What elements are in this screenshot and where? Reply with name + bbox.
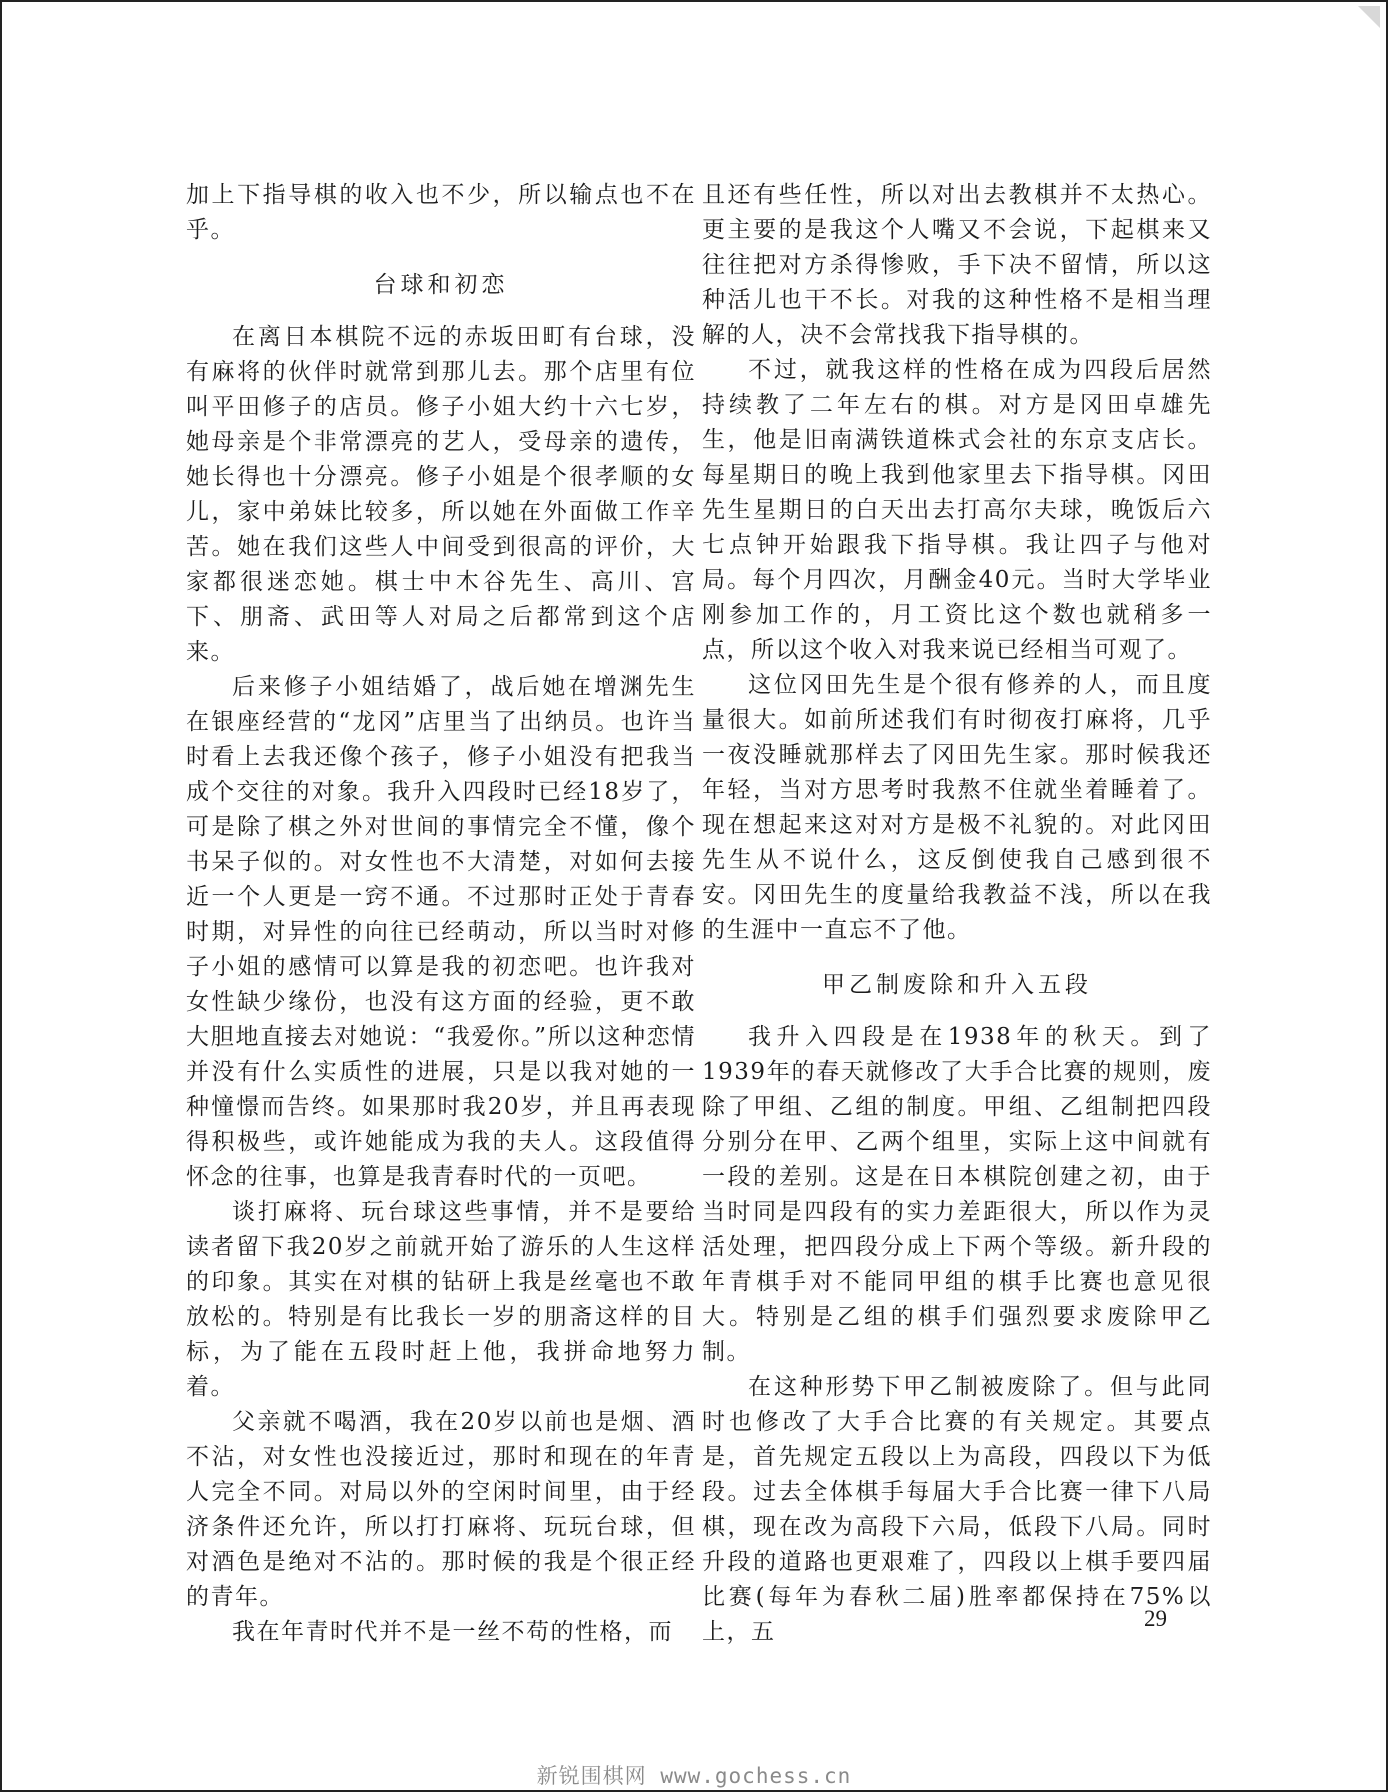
left-paragraph-5: 父亲就不喝酒，我在20岁以前也是烟、酒不沾，对女性也没接近过，那时和现在的年青人完全不同。对局以外的空闲时间里，由于经济条件还允许，所以打打麻将、玩玩台球，但对酒色是绝对不沾的。那时候的我是个很正经的青年。 — [186, 1409, 696, 1610]
right-paragraph-4: 我升入四段是在1938年的秋天。到了1939年的春天就修改了大手合比赛的规则，废除了甲组、乙组的制度。甲组、乙组制把四段分别分在甲、乙两个组里，实际上这中间就有一段的差别。这是在日本棋院创建之初，由于当时同是四段有的实力差距很大，所以作为灵活处理，把四段分成上下两个等级。新升段的年青棋手对不能同甲组的棋手比赛也意见很大。特别是乙组的棋手们强烈要求废除甲乙制。 — [702, 1024, 1212, 1365]
right-paragraph-5: 在这种形势下甲乙制被废除了。但与此同时也修改了大手合比赛的有关规定。其要点是，首先规定五段以上为高段，四段以下为低段。过去全体棋手每届大手合比赛一律下八局棋，现在改为高段下六局，低段下八局。同时升段的道路也更艰难了，四段以上棋手要四届比赛(每年为春秋二届)胜率都保持在75%以上，五 — [702, 1374, 1212, 1645]
page-corner-mark — [1358, 6, 1380, 28]
left-paragraph-1: 加上下指导棋的收入也不少，所以输点也不在乎。 — [186, 182, 696, 243]
section-heading-abolition-promotion: 甲乙制废除和升入五段 — [822, 972, 1092, 998]
page-number: 29 — [1144, 1606, 1167, 1631]
site-watermark: 新锐围棋网 www.gochess.cn — [536, 1764, 852, 1788]
right-column — [702, 178, 1212, 1650]
section-heading-billiards-first-love: 台球和初恋 — [373, 272, 509, 298]
right-paragraph-1: 且还有些任性，所以对出去教棋并不太热心。更主要的是我这个人嘴又不会说，下起棋来又往往把对方杀得惨败，手下决不留情，所以这种活儿也干不长。对我的这种性格不是相当理解的人，决不会常找我下指导棋的。 — [702, 182, 1212, 348]
left-paragraph-6: 我在年青时代并不是一丝不苟的性格，而 — [232, 1619, 673, 1645]
right-paragraph-2: 不过，就我这样的性格在成为四段后居然持续教了二年左右的棋。对方是冈田卓雄先生，他是旧南满铁道株式会社的东京支店长。每星期日的晚上我到他家里去下指导棋。冈田先生星期日的白天出去打高尔夫球，晚饭后六七点钟开始跟我下指导棋。我让四子与他对局。每个月四次，月酬金40元。当时大学毕业刚参加工作的，月工资比这个数也就稍多一点，所以这个收入对我来说已经相当可观了。 — [702, 357, 1212, 663]
left-paragraph-3: 后来修子小姐结婚了，战后她在增渊先生在银座经营的“龙冈”店里当了出纳员。也许当时看上去我还像个孩子，修子小姐没有把我当成个交往的对象。我升入四段时已经18岁了，可是除了棋之外对世间的事情完全不懂，像个书呆子似的。对女性也不大清楚，对如何去接近一个人更是一窍不通。不过那时正处于青春时期，对异性的向往已经萌动，所以当时对修子小姐的感情可以算是我的初恋吧。也许我对女性缺少缘份，也没有这方面的经验，更不敢大胆地直接去对她说：“我爱你。”所以这种恋情并没有什么实质性的进展，只是以我对她的一种憧憬而告终。如果那时我20岁，并且再表现得积极些，或许她能成为我的夫人。这段值得怀念的往事，也算是我青春时代的一页吧。 — [186, 674, 696, 1190]
right-paragraph-3: 这位冈田先生是个很有修养的人，而且度量很大。如前所述我们有时彻夜打麻将，几乎一夜没睡就那样去了冈田先生家。那时候我还年轻，当对方思考时我熬不住就坐着睡着了。现在想起来这对对方是极不礼貌的。对此冈田先生从不说什么，这反倒使我自己感到很不安。冈田先生的度量给我教益不浅，所以在我的生涯中一直忘不了他。 — [702, 672, 1212, 943]
left-paragraph-4: 谈打麻将、玩台球这些事情，并不是要给读者留下我20岁之前就开始了游乐的人生这样的印象。其实在对棋的钻研上我是丝毫也不敢放松的。特别是有比我长一岁的朋斋这样的目标，为了能在五段时赶上他，我拼命地努力着。 — [186, 1199, 696, 1400]
left-column — [186, 178, 696, 1650]
left-paragraph-2: 在离日本棋院不远的赤坂田町有台球，没有麻将的伙伴时就常到那儿去。那个店里有位叫平田修子的店员。修子小姐大约十六七岁，她母亲是个非常漂亮的艺人，受母亲的遗传，她长得也十分漂亮。修子小姐是个很孝顺的女儿，家中弟妹比较多，所以她在外面做工作辛苦。她在我们这些人中间受到很高的评价，大家都很迷恋她。棋士中木谷先生、高川、宫下、朋斋、武田等人对局之后都常到这个店来。 — [186, 324, 696, 665]
